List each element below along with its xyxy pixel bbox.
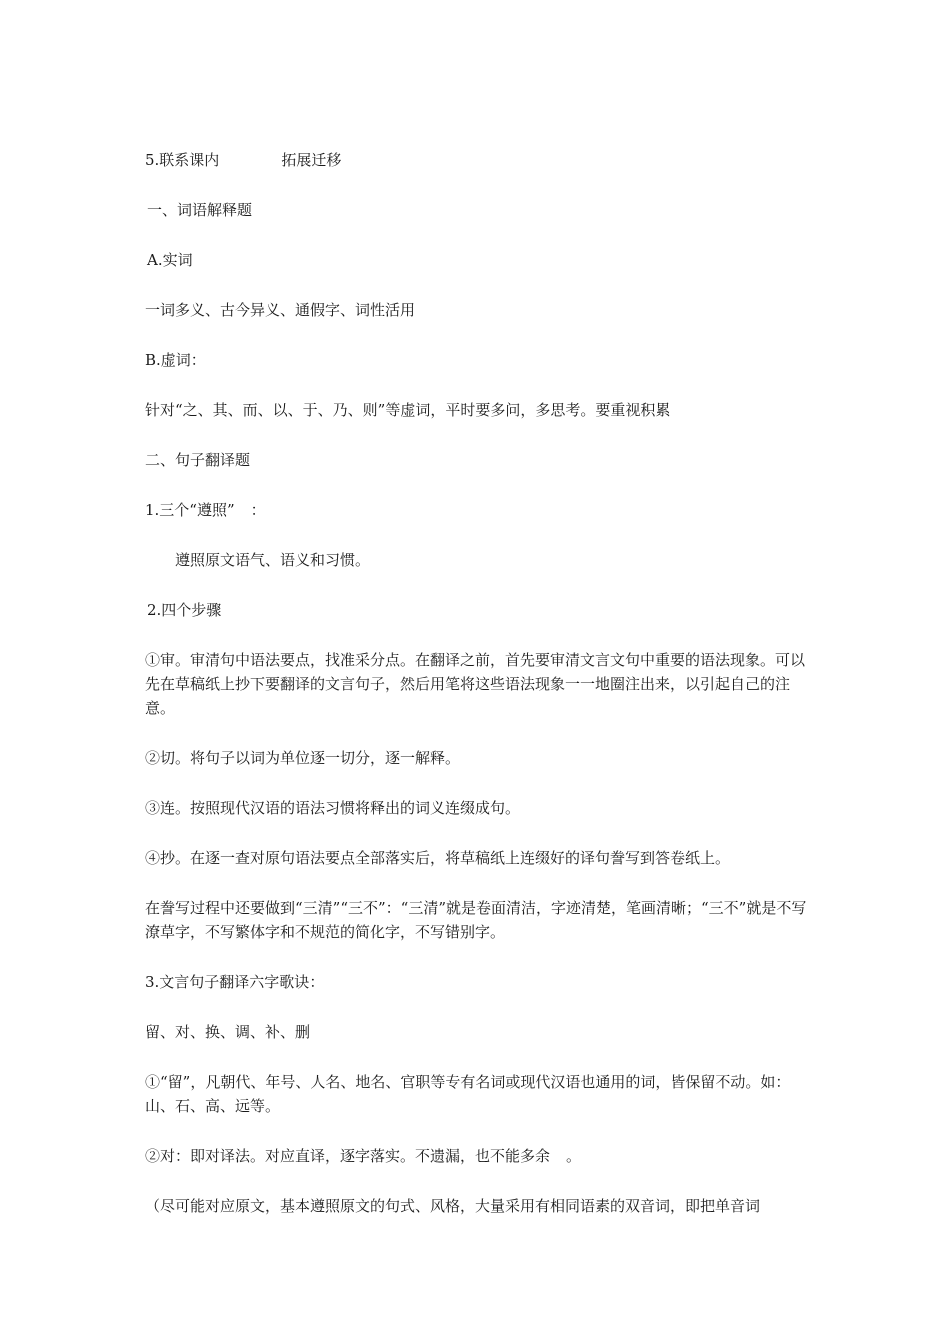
subsection-a-body: 一词多义、古今异义、通假字、词性活用 (145, 301, 416, 319)
item3-words: 留、对、换、调、补、删 (145, 1023, 311, 1041)
item1-title-text: 1.三个“遵照” (145, 501, 235, 519)
item1-title (145, 498, 815, 522)
rule-1-paragraph: ①“留”，凡朝代、年号、人名、地名、官职等专有名词或现代汉语也通用的词，皆保留不动。如：山、石、高、远等。 (145, 1073, 791, 1115)
subsection-a-title: A.实词 (147, 251, 193, 269)
subsection-b-title: B.虚词： (145, 351, 206, 369)
rule-2-end: 。 (566, 1147, 582, 1165)
step-4-paragraph: ④抄。在逐一查对原句语法要点全部落实后，将草稿纸上连缀好的译句誊写到答卷纸上。 (145, 849, 731, 867)
rule-2-paragraph (145, 1144, 815, 1168)
rule-2-text: ②对：即对译法。对应直译，逐字落实。不遗漏，也不能多余 (145, 1147, 551, 1165)
item3-title: 3.文言句子翻译六字歌诀： (145, 973, 325, 991)
step-2-paragraph: ②切。将句子以词为单位逐一切分，逐一解释。 (145, 749, 461, 767)
section-heading (145, 148, 815, 172)
step-3-paragraph: ③连。按照现代汉语的语法习惯将释出的词义连缀成句。 (145, 799, 521, 817)
heading-part-1: 5.联系课内 (145, 151, 220, 169)
step-1-paragraph: ①审。审清句中语法要点，找准采分点。在翻译之前，首先要审清文言文句中重要的语法现象。可以先在草稿纸上抄下要翻译的文言句子，然后用笔将这些语法现象一一地圈注出来，以引起自己的注意。 (145, 651, 806, 717)
item1-title-colon: ： (250, 501, 266, 519)
section1-title: 一、词语解释题 (147, 201, 253, 219)
heading-part-2: 拓展迁移 (281, 151, 342, 169)
subsection-b-body: 针对“之、其、而、以、于、乃、则”等虚词，平时要多问，多思考。要重视积累 (145, 401, 671, 419)
copy-note-paragraph: 在誊写过程中还要做到“三清”“三不”：“三清”就是卷面清洁，字迹清楚，笔画清晰；“三不”就是不写潦草字，不写繁体字和不规范的简化字，不写错别字。 (145, 899, 807, 941)
document-body (145, 148, 815, 1244)
rule-2-note-paragraph: （尽可能对应原文，基本遵照原文的句式、风格，大量采用有相同语素的双音词，即把单音词 (145, 1197, 761, 1215)
section2-title: 二、句子翻译题 (145, 451, 251, 469)
item2-title: 2.四个步骤 (147, 601, 222, 619)
item1-body: 遵照原文语气、语义和习惯。 (175, 551, 371, 569)
